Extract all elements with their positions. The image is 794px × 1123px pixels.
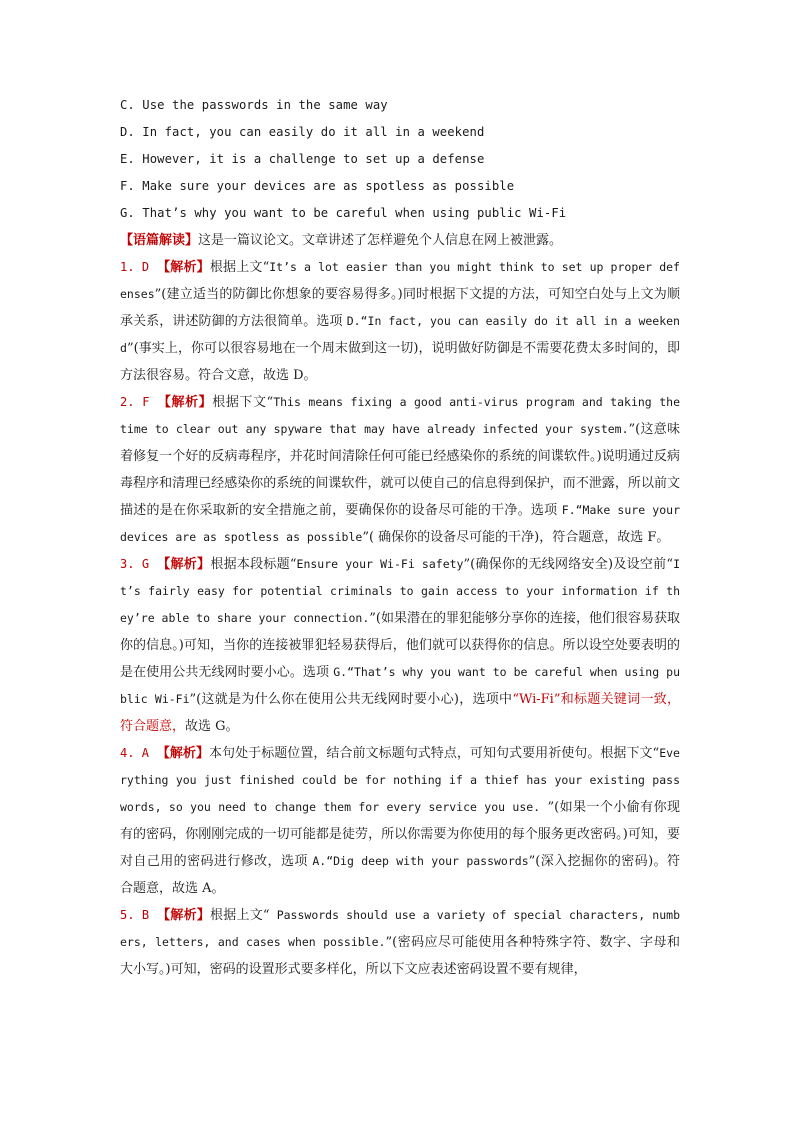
option-d: D. In fact, you can easily do it all in a weekend	[120, 125, 485, 139]
analysis-text: 根据下文“	[212, 395, 274, 410]
answer-5	[120, 902, 680, 983]
answer-1	[120, 254, 680, 389]
quoted-english-text: It’s a lot easier than you might think to set up proper defenses	[120, 260, 680, 301]
option-c: C. Use the passwords in the same way	[120, 98, 388, 112]
analysis-text: 根据上文“	[209, 260, 270, 275]
answer-number: 3. G	[120, 557, 150, 571]
analysis-text: ”(这就是为什么你在使用公共无线网时要小心)，选项中	[189, 692, 513, 707]
analysis-text: 根据本段标题“	[210, 557, 297, 572]
answer-number: 4. A	[120, 746, 149, 760]
quoted-english-text: F.“Make sure your devices are as spotless as possible	[120, 503, 680, 544]
answer-4	[120, 740, 680, 902]
quoted-english-text: Ensure your Wi-Fi safety	[296, 557, 464, 571]
option-g: G. That’s why you want to be careful when using public Wi-Fi	[120, 206, 567, 220]
analysis-tag: 【解析】	[157, 260, 210, 275]
analysis-text: ”(深入挖掘你的密码)。符合题意，故选 A。	[120, 854, 680, 896]
quoted-english-text: It’s fairly easy for potential criminals to gain access to your information if they’re able to share your connection.	[120, 557, 681, 625]
option-e: E. However, it is a challenge to set up a defense	[120, 152, 485, 166]
analysis-text: ”(如果潜在的罪犯能够分享你的连接，他们很容易获取你的信息。)可知，当你的连接被罪犯轻易获得后，他们就可以获得你的信息。所以设空处要表明的是在使用公共无线网时要小心。选项	[120, 611, 681, 680]
analysis-text: 故选 G。	[185, 719, 239, 734]
quoted-english-text: D.“In fact, you can easily do it all in a weekend	[120, 314, 680, 355]
analysis-tag: 【解析】	[156, 746, 210, 761]
quoted-english-text: Passwords should use a variety of special characters, numbers, letters, and cases when possible.	[120, 908, 680, 949]
answer-list	[120, 254, 680, 983]
analysis-text: ”( 确保你的设备尽可能的干净)，符合题意，故选 F。	[362, 530, 670, 545]
analysis-tag: 【解析】	[157, 557, 211, 572]
reading-tag: 【语篇解读】	[120, 233, 199, 248]
reading-summary	[120, 227, 680, 254]
analysis-text: ”(建立适当的防御比你想象的要容易得多。)同时根据下文提的方法，可知空白处与上文为顺承关系，讲述防御的方法很简单。选项	[120, 287, 680, 329]
option-f: F. Make sure your devices are as spotless as possible	[120, 179, 515, 193]
answer-number: 2. F	[120, 395, 150, 409]
reading-text: 这是一篇议论文。文章讲述了怎样避免个人信息在网上被泄露。	[198, 233, 563, 248]
analysis-text: ”(密码应尽可能使用各种特殊字符、数字、字母和大小写。)可知，密码的设置形式要多样化，所以下文应表述密码设置不要有规律，	[120, 935, 680, 977]
analysis-tag: 【解析】	[157, 395, 213, 410]
analysis-text: ”(事实上，你可以很容易地在一个周末做到这一切)，说明做好防御是不需要花费太多时间的，即方法很容易。符合文意，故选 D。	[120, 341, 680, 383]
quoted-english-text: A.“Dig deep with your passwords	[312, 854, 529, 868]
answer-2	[120, 389, 680, 551]
answer-number: 5. B	[120, 908, 150, 922]
analysis-text: 根据上文“	[210, 908, 270, 923]
analysis-text: ”(确保你的无线网络安全)及设空前“	[463, 557, 674, 572]
analysis-text: ”(这意味着修复一个好的反病毒程序，并花时间清除任何可能已经感染你的系统的间谍软件。)说明通过反病毒程序和清理已经感染你的系统的间谍软件，就可以使自己的信息得到保护，而不泄露，所以前文描述的是在你采取新的安全措施之前，要确保你的设备尽可能的干净。选项	[120, 422, 681, 518]
answer-3	[120, 551, 680, 740]
quoted-english-text: This means fixing a good anti-virus program and taking the time to clear out any spyware that may have already infected your system.	[120, 395, 680, 436]
quoted-english-text: G.“That’s why you want to be careful when using public Wi-Fi	[120, 665, 680, 706]
option-list	[120, 92, 680, 227]
document-content	[120, 92, 680, 983]
analysis-text: ”(如果一个小偷有你现有的密码，你刚刚完成的一切可能都是徒劳，所以你需要为你使用的每个服务更改密码。)可知，要对自己用的密码进行修改，选项	[120, 800, 681, 869]
analysis-text: “Wi-Fi”和标题关键词一致，符合题意，	[120, 692, 681, 734]
analysis-tag: 【解析】	[157, 908, 211, 923]
analysis-text: 本句处于标题位置，结合前文标题句式特点，可知句式要用祈使句。根据下文“	[209, 746, 660, 761]
answer-number: 1. D	[120, 260, 150, 274]
quoted-english-text: Everything you just finished could be for nothing if a thief has your existing passwords, so you need to change them for every service you use.	[120, 746, 680, 814]
